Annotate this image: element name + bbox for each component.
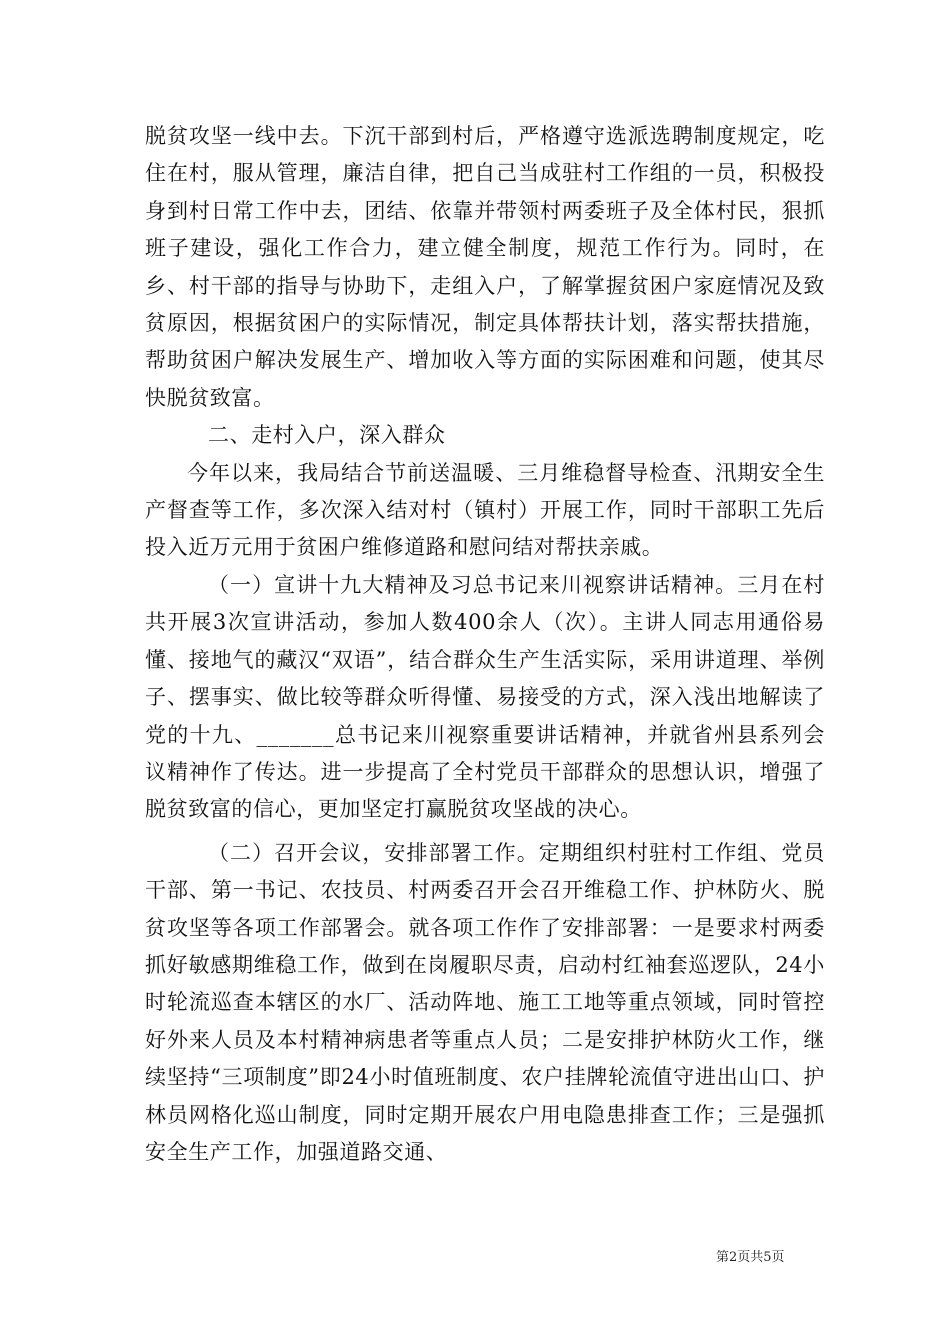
document-body [145, 118, 825, 1171]
page-number-footer: 第2页共5页 [716, 1250, 785, 1265]
section-heading: 二、走村入户，深入群众 [208, 423, 446, 448]
paragraph-item-1: （一）宣讲十九大精神及习总书记来川视察讲话精神。三月在村共开展3次宣讲活动，参加人数400余人（次）。主讲人同志用通俗易懂、接地气的藏汉“双语”，结合群众生产生活实际，采用讲道理、举例子、摆事实、做比较等群众听得懂、易接受的方式，深入浅出地解读了党的十九、_______总书记来川视察重要讲话精神，并就省州县系列会议精神作了传达。进一步提高了全村党员干部群众的思想认识，增强了脱贫致富的信心，更加坚定打赢脱贫攻坚战的决心。 [145, 572, 825, 822]
paragraph-continuation: 脱贫攻坚一线中去。下沉干部到村后，严格遵守选派选聘制度规定，吃住在村，服从管理，廉洁自律，把自己当成驻村工作组的一员，积极投身到村日常工作中去，团结、依靠并带领村两委班子及全体村民，狠抓班子建设，强化工作合力，建立健全制度，规范工作行为。同时，在乡、村干部的指导与协助下，走组入户，了解掌握贫困户家庭情况及致贫原因，根据贫困户的实际情况，制定具体帮扶计划，落实帮扶措施，帮助贫困户解决发展生产、增加收入等方面的实际困难和问题，使其尽快脱贫致富。 [145, 124, 825, 410]
paragraph-item-2: （二）召开会议，安排部署工作。定期组织村驻村工作组、党员干部、第一书记、农技员、村两委召开会召开维稳工作、护林防火、脱贫攻坚等各项工作部署会。就各项工作作了安排部署：一是要求村两委抓好敏感期维稳工作，做到在岗履职尽责，启动村红袖套巡逻队，24小时轮流巡查本辖区的水厂、活动阵地、施工工地等重点领域，同时管控好外来人员及本村精神病患者等重点人员；二是安排护林防火工作，继续坚持“三项制度”即24小时值班制度、农户挂牌轮流值守进出山口、护林员网格化巡山制度，同时定期开展农户用电隐患排查工作；三是强抓安全生产工作，加强道路交通、 [145, 840, 825, 1164]
paragraph-intro: 今年以来，我局结合节前送温暖、三月维稳督导检查、汛期安全生产督查等工作，多次深入结对村（镇村）开展工作，同时干部职工先后投入近万元用于贫困户维修道路和慰问结对帮扶亲戚。 [145, 460, 825, 560]
